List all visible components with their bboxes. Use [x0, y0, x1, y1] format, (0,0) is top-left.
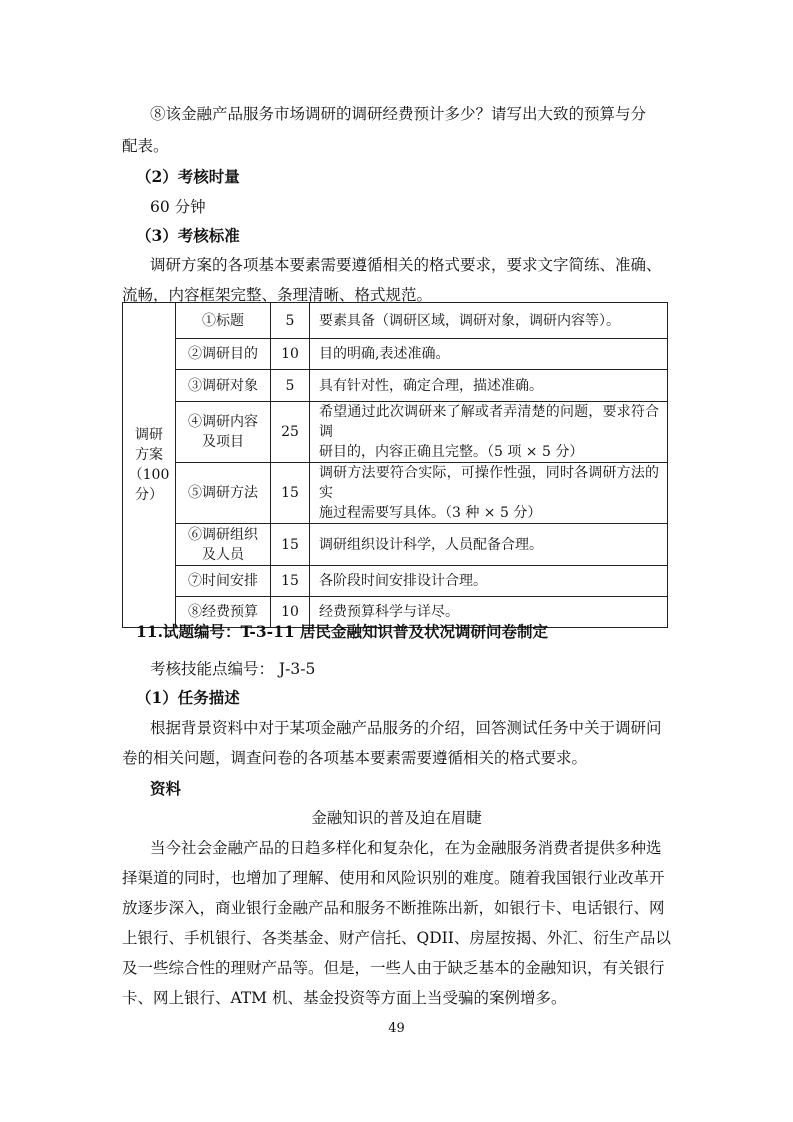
rubric-row	[123, 303, 668, 339]
rubric-item: ③调研对象	[176, 370, 271, 402]
rubric-item: ④调研内容 及项目	[176, 402, 271, 463]
exam-time-heading: （2）考核时量	[136, 167, 240, 186]
rubric-description: 调研组织设计科学，人员配备合理。	[310, 524, 668, 566]
material-paragraph-line: 上银行、手机银行、各类基金、财产信托、QDII、房屋按揭、外汇、衍生产品以	[122, 929, 671, 947]
rubric-category-line: 分）	[135, 487, 163, 503]
rubric-score: 15	[271, 524, 310, 566]
rubric-row	[123, 339, 668, 370]
rubric-score: 10	[271, 597, 310, 628]
rubric-category-line: （100	[128, 467, 170, 483]
material-label: 资料	[150, 779, 182, 798]
task-description-line-2: 卷的相关问题，调查问卷的各项基本要素需要遵循相关的格式要求。	[122, 749, 588, 767]
task-description-heading: （1）任务描述	[136, 688, 240, 707]
skill-point-code: 考核技能点编号： J-3-5	[150, 660, 316, 678]
rubric-item: ⑧经费预算	[176, 597, 271, 628]
rubric-score: 10	[271, 339, 310, 370]
rubric-item: ②调研目的	[176, 339, 271, 370]
rubric-item: ⑥调研组织 及人员	[176, 524, 271, 566]
question-8-line-2: 配表。	[122, 137, 169, 155]
rubric-category-cell	[123, 303, 176, 628]
criteria-text-line-2: 流畅，内容框架完整、条理清晰、格式规范。	[122, 286, 433, 304]
rubric-score: 15	[271, 463, 310, 524]
rubric-row	[123, 402, 668, 463]
rubric-description: 目的明确,表述准确。	[310, 339, 668, 370]
rubric-row	[123, 463, 668, 524]
rubric-description: 具有针对性，确定合理，描述准确。	[310, 370, 668, 402]
rubric-description: 各阶段时间安排设计合理。	[310, 566, 668, 597]
material-paragraph-line: 放逐步深入，商业银行金融产品和服务不断推陈出新，如银行卡、电话银行、网	[122, 899, 665, 917]
rubric-category-line: 调研	[135, 427, 163, 443]
question-8-line-1: ⑧该金融产品服务市场调研的调研经费预计多少？请写出大致的预算与分	[150, 105, 647, 123]
task-description-line-1: 根据背景资料中对于某项金融产品服务的介绍，回答测试任务中关于调研问	[150, 719, 662, 737]
rubric-score: 5	[271, 370, 310, 402]
page-number: 49	[388, 1021, 405, 1036]
material-paragraph-line: 当今社会金融产品的日趋多样化和复杂化，在为金融服务消费者提供多种选	[150, 839, 662, 857]
rubric-item: ⑤调研方法	[176, 463, 271, 524]
question-11-title: 11.试题编号：T-3-11 居民金融知识普及状况调研问卷制定	[136, 622, 549, 641]
rubric-description: 希望通过此次调研来了解或者弄清楚的问题，要求符合调 研目的，内容正确且完整。（5 项 × 5 分）	[310, 402, 668, 463]
rubric-item: ①标题	[176, 303, 271, 339]
rubric-table	[122, 302, 668, 628]
material-paragraph-line: 及一些综合性的理财产品等。但是，一些人由于缺乏基本的金融知识，有关银行	[122, 959, 665, 977]
rubric-score: 25	[271, 402, 310, 463]
rubric-category-line: 方案	[135, 447, 163, 463]
rubric-description: 调研方法要符合实际，可操作性强，同时各调研方法的实 施过程需要写具体。（3 种 × 5 分）	[310, 463, 668, 524]
rubric-description: 经费预算科学与详尽。	[310, 597, 668, 628]
rubric-score: 15	[271, 566, 310, 597]
material-paragraph-line: 卡、网上银行、ATM 机、基金投资等方面上当受骗的案例增多。	[122, 989, 567, 1007]
rubric-description: 要素具备（调研区域，调研对象，调研内容等）。	[310, 303, 668, 339]
rubric-row	[123, 524, 668, 566]
material-title: 金融知识的普及迫在眉睫	[311, 809, 482, 827]
rubric-item: ⑦时间安排	[176, 566, 271, 597]
exam-time-value: 60 分钟	[150, 198, 206, 216]
rubric-row	[123, 370, 668, 402]
exam-criteria-heading: （3）考核标准	[136, 226, 240, 245]
criteria-text-line-1: 调研方案的各项基本要素需要遵循相关的格式要求，要求文字简练、准确、	[150, 256, 662, 274]
material-paragraph-line: 择渠道的同时，也增加了理解、使用和风险识别的难度。随着我国银行业改革开	[122, 869, 665, 887]
rubric-score: 5	[271, 303, 310, 339]
rubric-row	[123, 566, 668, 597]
